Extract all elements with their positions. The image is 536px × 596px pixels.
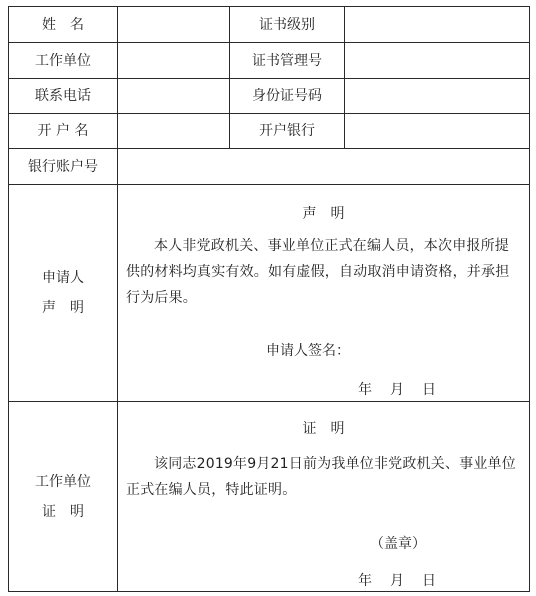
signature-label: 申请人签名： bbox=[266, 343, 350, 359]
cert-mgmt-no-label: 证书管理号 bbox=[252, 52, 322, 69]
work-unit-field[interactable] bbox=[118, 43, 229, 78]
phone-field[interactable] bbox=[118, 79, 229, 113]
certification-body: 该同志2019年9月21日前为我单位非党政机关、事业单位正式在编人员，特此证明。 bbox=[126, 456, 516, 498]
declaration-title: 声 明 bbox=[302, 206, 345, 222]
seal-label: （盖章） bbox=[370, 536, 426, 552]
bank-account-field[interactable] bbox=[118, 149, 529, 184]
declaration-date: 年 月 日 bbox=[358, 382, 438, 398]
phone-label: 联系电话 bbox=[35, 88, 91, 104]
account-holder-label: 开 户 名 bbox=[37, 123, 89, 139]
declaration-side-label bbox=[9, 185, 117, 401]
cert-level-label: 证书级别 bbox=[259, 16, 315, 33]
work-unit-label: 工作单位 bbox=[35, 52, 91, 69]
certification-side-label-line2: 证 明 bbox=[42, 503, 84, 520]
declaration-side-label-line1: 申请人 bbox=[42, 270, 84, 286]
certification-date: 年 月 日 bbox=[358, 573, 438, 589]
bank-field[interactable] bbox=[345, 114, 529, 148]
name-label: 姓 名 bbox=[42, 16, 84, 33]
application-form bbox=[8, 6, 530, 592]
rule bbox=[529, 6, 530, 592]
id-no-field[interactable] bbox=[345, 79, 529, 113]
account-holder-field[interactable] bbox=[118, 114, 229, 148]
id-no-label: 身份证号码 bbox=[252, 88, 322, 104]
certification-title: 证 明 bbox=[302, 421, 345, 437]
rule bbox=[8, 591, 530, 592]
declaration-body: 本人非党政机关、事业单位正式在编人员，本次申报所提供的材料均真实有效。如有虚假，自动取消申请资格，并承担行为后果。 bbox=[126, 238, 510, 306]
certification-side-label-line1: 工作单位 bbox=[35, 473, 91, 490]
declaration-side-label-line2: 声 明 bbox=[42, 300, 84, 316]
certification-side-label bbox=[9, 402, 117, 591]
bank-label: 开户银行 bbox=[259, 123, 315, 139]
name-field[interactable] bbox=[118, 7, 229, 42]
bank-account-label: 银行账户号 bbox=[28, 158, 98, 175]
signature-field[interactable] bbox=[360, 336, 520, 358]
cert-level-field[interactable] bbox=[345, 7, 529, 42]
cert-mgmt-no-field[interactable] bbox=[345, 43, 529, 78]
